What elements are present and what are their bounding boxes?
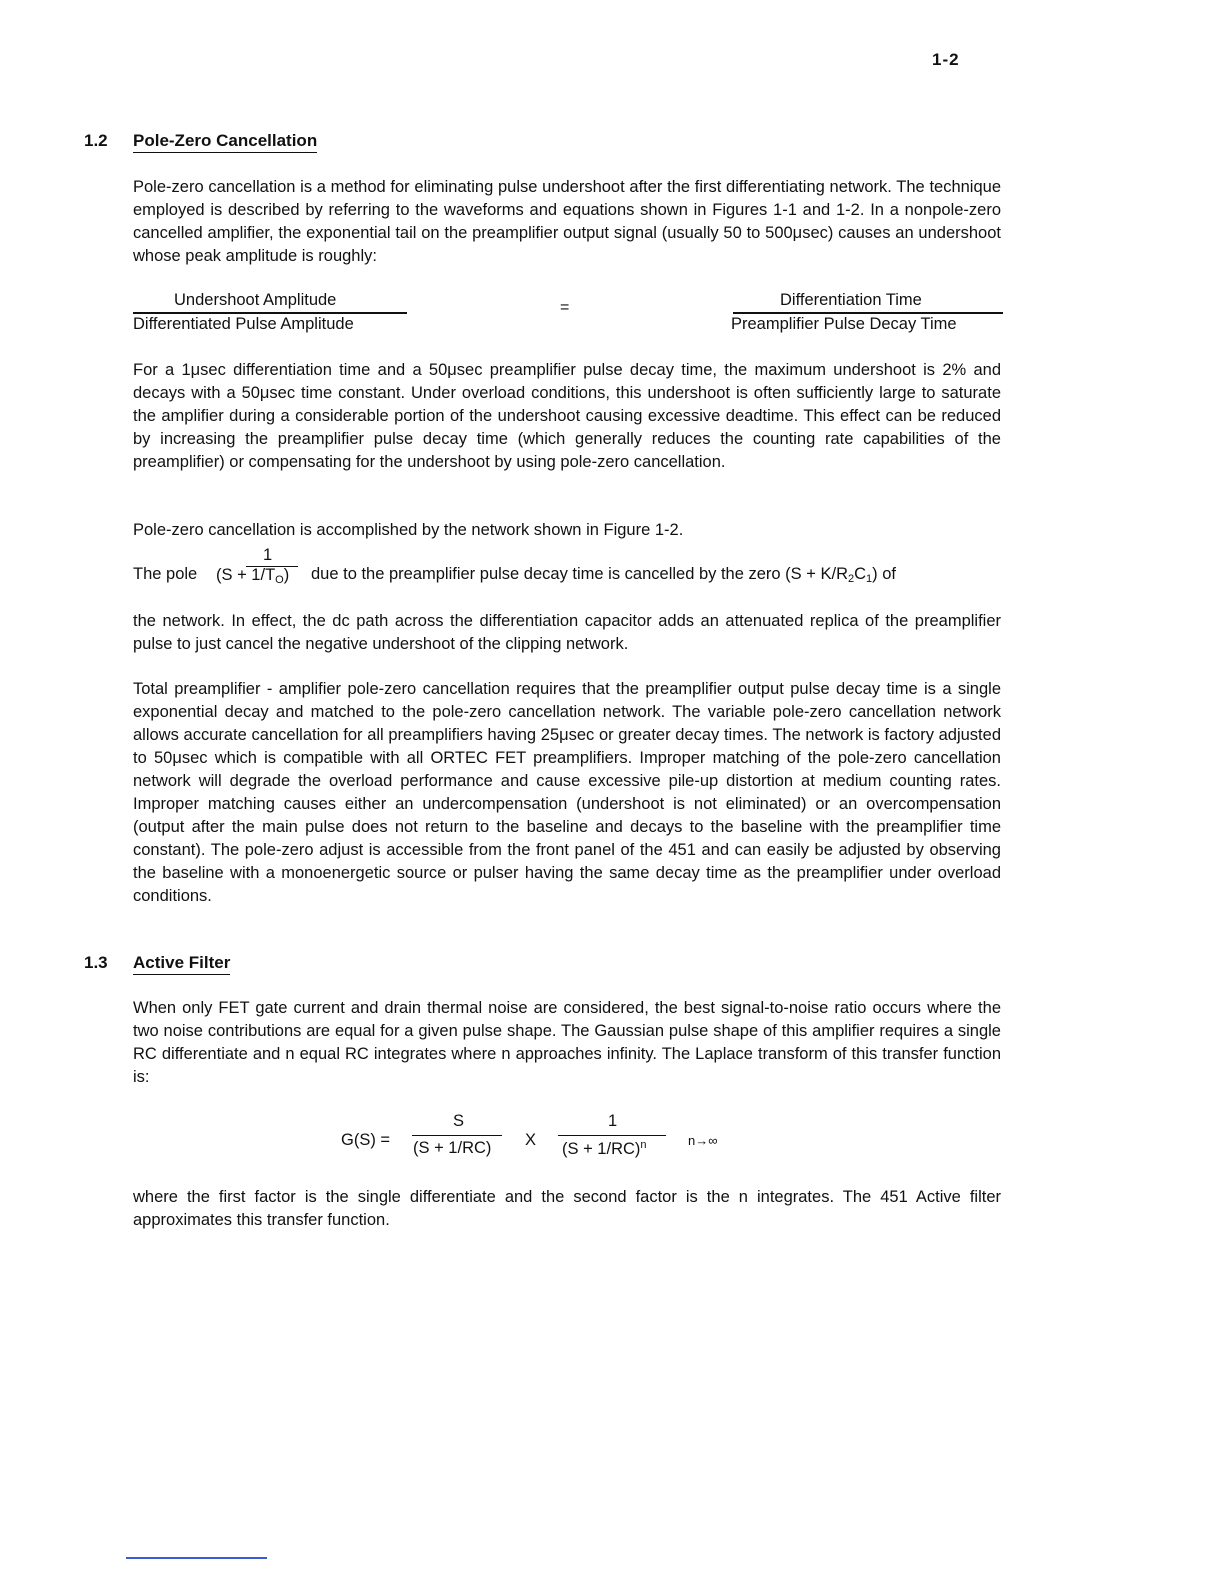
pole-zero-text: due to the preamplifier pulse decay time is cancelled by the zero $(S + K/R_2C_1)$ of bbox=[311, 565, 896, 585]
paragraph-network: Pole-zero cancellation is accomplished by the network shown in Figure 1-2. bbox=[133, 521, 684, 539]
section-title-text: Pole-Zero Cancellation bbox=[133, 131, 317, 153]
paragraph-total-cancellation: Total preamplifier - amplifier pole-zero cancellation requires that the preamplifier output pulse decay time is a single exponential decay and matched to the pole-zero cancellation network. The variable pole-zero cancellation network allows accurate cancellation for all preamplifiers having 25μsec or greater decay times. The network is factory adjusted to 50μsec which is compatible with all ORTEC FET preamplifiers. Improper matching of the pole-zero cancellation network will degrade the overload performance and cause excessive pile-up distortion at medium counting rates. Improper matching causes either an undercompensation (undershoot is not eliminated) or an overcompensation (output after the main pulse does not return to the baseline and decays to the baseline with the preamplifier time constant). The pole-zero adjust is accessible from the front panel of the 451 and can easily be adjusted by observing the baseline with a monoenergetic source or pulser having the same decay time as the preamplifier under overload conditions. bbox=[133, 680, 1001, 905]
ratio-equals: = bbox=[560, 299, 570, 316]
pole-prefix: The pole bbox=[133, 565, 198, 583]
section-title-active-filter bbox=[133, 953, 230, 973]
ratio-right-numerator: Differentiation Time bbox=[780, 291, 922, 309]
fraction2-rule bbox=[558, 1135, 666, 1136]
pole-fraction-denominator: $(S + 1/T_O)$ bbox=[216, 566, 290, 586]
section-title-text: Active Filter bbox=[133, 953, 230, 975]
paragraph-intro: Pole-zero cancellation is a method for eliminating pulse undershoot after the first differentiating network. The technique employed is described by referring to the waveforms and equations shown in Figures 1-1 and 1-2. In a nonpole-zero cancelled amplifier, the exponential tail on the preamplifier output signal (usually 50 to 500μsec) causes an undershoot whose peak amplitude is roughly: bbox=[133, 178, 1001, 265]
section-title-pole-zero bbox=[133, 131, 317, 151]
fraction1-rule bbox=[412, 1135, 502, 1136]
ratio-left-rule bbox=[133, 312, 407, 314]
fraction1-numerator: S bbox=[453, 1112, 465, 1130]
fraction2-denominator: $(S + 1/RC)^n$ bbox=[562, 1139, 647, 1158]
fraction1-denominator: (S + 1/RC) bbox=[413, 1139, 492, 1157]
section-number-1-3: 1.3 bbox=[84, 953, 108, 972]
ratio-right-rule bbox=[733, 312, 1003, 314]
section-number-1-2: 1.2 bbox=[84, 131, 108, 150]
fraction2-numerator: 1 bbox=[608, 1112, 618, 1130]
pole-fraction-numerator: 1 bbox=[263, 546, 273, 564]
paragraph-dc-path: the network. In effect, the dc path across the differentiation capacitor adds an attenuated replica of the preamplifier pulse to just cancel the negative undershoot of the clipping network. bbox=[133, 612, 1001, 653]
equation-lhs: G(S) = bbox=[341, 1131, 391, 1149]
times-sign: X bbox=[525, 1131, 537, 1149]
page-number: 1-2 bbox=[932, 50, 960, 69]
paragraph-noise: When only FET gate current and drain thermal noise are considered, the best signal-to-noise ratio occurs where the two noise contributions are equal for a given pulse shape. The Gaussian pulse shape of this amplifier requires a single RC differentiate and n equal RC integrates where n approaches infinity. The Laplace transform of this transfer function is: bbox=[133, 999, 1001, 1086]
ratio-left-denominator: Differentiated Pulse Amplitude bbox=[133, 315, 354, 333]
paragraph-factors: where the first factor is the single differentiate and the second factor is the n integrates. The 451 Active filter approximates this transfer function. bbox=[133, 1188, 1001, 1229]
ratio-right-denominator: Preamplifier Pulse Decay Time bbox=[731, 315, 957, 333]
ratio-left-numerator: Undershoot Amplitude bbox=[174, 291, 337, 309]
footer-rule bbox=[126, 1557, 267, 1559]
limit-annotation: n→∞ bbox=[688, 1133, 718, 1148]
paragraph-undershoot: For a 1μsec differentiation time and a 50μsec preamplifier pulse decay time, the maximum undershoot is 2% and decays with a 50μsec time constant. Under overload conditions, this undershoot is often sufficiently large to saturate the amplifier during a considerable portion of the undershoot causing excessive deadtime. This effect can be reduced by increasing the preamplifier pulse decay time (which generally reduces the counting rate capabilities of the preamplifier) or compensating for the undershoot by using pole-zero cancellation. bbox=[133, 361, 1001, 471]
